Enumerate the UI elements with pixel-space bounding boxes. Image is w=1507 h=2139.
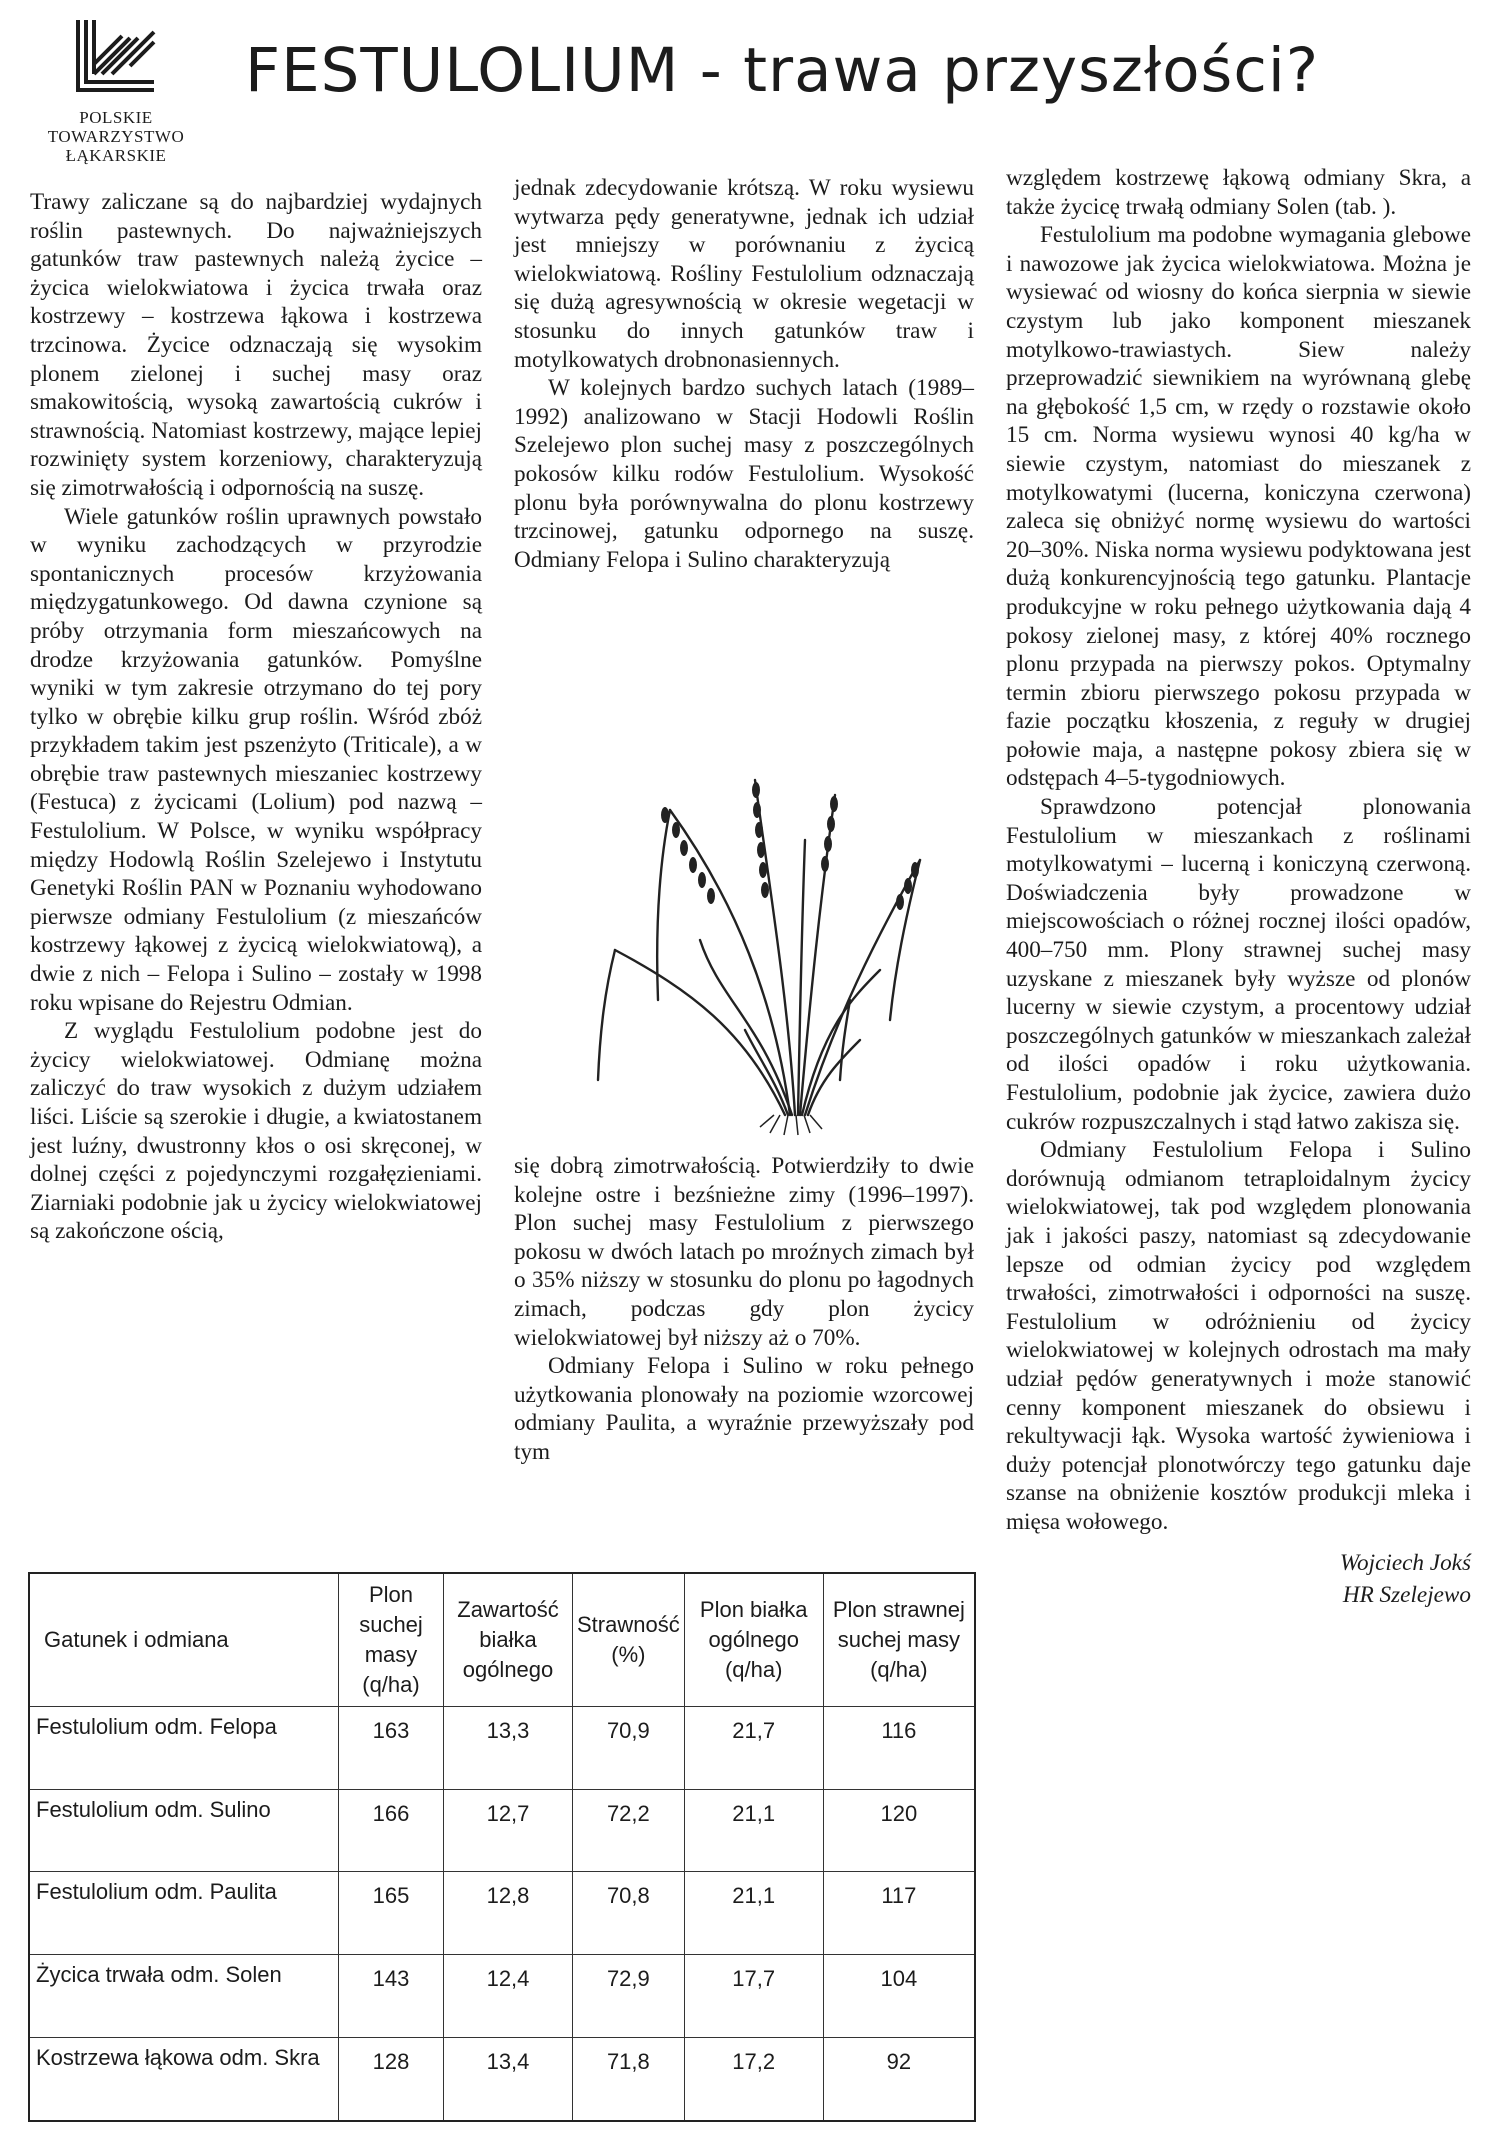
table-cell: 70,8 bbox=[573, 1872, 685, 1955]
table-cell: 120 bbox=[823, 1789, 975, 1872]
paragraph: względem kostrzewę łąkową odmiany Skra, a także życicę trwałą odmiany Solen (tab. ). bbox=[1006, 165, 1471, 220]
table-cell: 70,9 bbox=[573, 1707, 685, 1790]
ptl-leaf-logo-icon bbox=[70, 16, 162, 104]
table-cell: 166 bbox=[339, 1789, 444, 1872]
table-cell: 116 bbox=[823, 1707, 975, 1790]
table-cell: 163 bbox=[339, 1707, 444, 1790]
column-2-top bbox=[514, 174, 974, 574]
paragraph: Odmiany Festulolium Felopa i Sulino dorównują odmianom tetraploidalnym życicy wielokwiatowej, tak pod względem plonowania jak i jakości paszy, natomiast są zdecydowanie lepsze od odmian życicy pod względem trwałości, zimotrwałości i odporności na suszę. Festulolium w odróżnieniu od życicy wielokwiatowej w kolejnych odrostach ma mały udział pędów generatywnych i może stanowić cenny komponent mieszanek do obsiewu i rekultywacji łąk. Wysoka wartość żywieniowa i duży potencjał plonotwórczy tego gatunku daje szanse na obniżenie kosztów produkcji mleka i mięsa wołowego. bbox=[1006, 1137, 1471, 1535]
column-header: Plon strawnej suchej masy (q/ha) bbox=[823, 1573, 975, 1707]
table-cell: Festulolium odm. Felopa bbox=[29, 1707, 339, 1790]
table-row bbox=[29, 1955, 975, 2038]
table-cell: 71,8 bbox=[573, 2037, 685, 2121]
grass-plant-illustration bbox=[560, 700, 960, 1140]
paragraph: Odmiany Felopa i Sulino w roku pełnego użytkowania plonowały na poziomie wzorcowej odmiany Paulita, a wyraźnie przewyższały pod tym bbox=[514, 1353, 974, 1465]
logo bbox=[36, 16, 196, 165]
table-cell: 165 bbox=[339, 1872, 444, 1955]
paragraph: Festulolium ma podobne wymagania glebowe i nawozowe jak życica wielokwiatowa. Można je wysiewać od wiosny do końca sierpnia w siewie czystym lub jako komponent mieszanek motylkowo-trawiastych. Siew należy przeprowadzić siewnikiem na wyrównaną glebę na głębokość 1,5 cm, w rzędy o rozstawie około 15 cm. Norma wysiewu wynosi 40 kg/ha w siewie czystym, natomiast do mieszanek z motylkowatymi (lucerna, koniczyna czerwona) zaleca się obniżyć normę wysiewu do wartości 20–30%. Niska norma wysiewu podyktowana jest dużą konkurencyjnością tego gatunku. Plantacje produkcyjne w roku pełnego użytkowania dają 4 pokosy zielonej masy, z której 40% rocznego plonu przypada na pierwszy pokos. Optymalny termin zbioru pierwszego pokosu przypada w fazie początku kłoszenia, z reguły w drugiej połowie maja, a następne pokosy zbiera się w odstępach 4–5-tygodniowych. bbox=[1006, 222, 1471, 792]
column-header: Plon suchej masy (q/ha) bbox=[339, 1573, 444, 1707]
table-cell: 143 bbox=[339, 1955, 444, 2038]
table-cell: 12,8 bbox=[444, 1872, 573, 1955]
grass-plant-drawing-icon bbox=[560, 700, 960, 1140]
table-cell: 12,7 bbox=[444, 1789, 573, 1872]
paragraph: Trawy zaliczane są do najbardziej wydajnych roślin pastewnych. Do najważniejszych gatunków traw pastewnych należą życice – życica wielokwiatowa i życica trwała oraz kostrzewy – kostrzewa łąkowa i kostrzewa trzcinowa. Życice odznaczają się wysokim plonem zielonej i suchej masy oraz smakowitością, wysoką zawartością cukrów i strawnością. Natomiast kostrzewy, mające lepiej rozwinięty system korzeniowy, charakteryzują się zimotrwałością i odpornością na suszę. bbox=[30, 189, 482, 501]
table-header-row bbox=[29, 1573, 975, 1707]
column-2-bottom bbox=[514, 1152, 974, 1467]
column-header: Zawartość białka ogólnego bbox=[444, 1573, 573, 1707]
paragraph: się dobrą zimotrwałością. Potwierdziły to dwie kolejne ostre i bezśnieżne zimy (1996–1997). Plon suchej masy Festulolium z pierwszego pokosu w dwóch latach po mroźnych zimach był o 35% niższy w stosunku do plonu po łagodnych zimach, podczas gdy plon życicy wielokwiatowej był niższy aż o 70%. bbox=[514, 1153, 974, 1351]
org-name bbox=[36, 108, 196, 165]
table-row bbox=[29, 2037, 975, 2121]
table-cell: Festulolium odm. Sulino bbox=[29, 1789, 339, 1872]
yield-table bbox=[28, 1572, 976, 2122]
table-row bbox=[29, 1789, 975, 1872]
table-cell: 128 bbox=[339, 2037, 444, 2121]
table-cell: 13,3 bbox=[444, 1707, 573, 1790]
table-cell: Życica trwała odm. Solen bbox=[29, 1955, 339, 2038]
table-cell: 17,7 bbox=[684, 1955, 823, 2038]
column-header: Gatunek i odmiana bbox=[29, 1573, 339, 1707]
table-cell: 21,1 bbox=[684, 1872, 823, 1955]
org-line-3: ŁĄKARSKIE bbox=[65, 146, 167, 165]
author-name: Wojciech Jokś bbox=[1339, 1549, 1471, 1576]
paragraph: Wiele gatunków roślin uprawnych powstało w wyniku zachodzących w przyrodzie spontanicznych procesów krzyżowania międzygatunkowego. Od dawna czynione są próby otrzymania form mieszańcowych na drodze krzyżowania gatunków. Pomyślne wyniki w tym zakresie otrzymano do tej pory tylko w obrębie kilku grup roślin. Wśród zbóż przykładem takim jest pszenżyto (Triticale), a w obrębie traw pastewnych mieszaniec kostrzewy (Festuca) z życicami (Lolium) pod nazwą – Festulolium. W Polsce, w wyniku współpracy między Hodowlą Roślin Szelejewo i Instytutu Genetyki Roślin PAN w Poznaniu wyhodowano pierwsze odmiany Festulolium (z mieszańców kostrzewy łąkowej z życicą wielokwiatową), a dwie z nich – Felopa i Sulino – zostały w 1998 roku wpisane do Rejestru Odmian. bbox=[30, 503, 482, 1016]
author-affiliation: HR Szelejewo bbox=[1342, 1581, 1471, 1608]
table-row bbox=[29, 1872, 975, 1955]
table-cell: 21,7 bbox=[684, 1707, 823, 1790]
table-cell: 12,4 bbox=[444, 1955, 573, 2038]
column-1 bbox=[30, 188, 482, 1246]
table-row bbox=[29, 1707, 975, 1790]
table-cell: 104 bbox=[823, 1955, 975, 2038]
column-header: Plon białka ogólnego (q/ha) bbox=[684, 1573, 823, 1707]
table-cell: 13,4 bbox=[444, 2037, 573, 2121]
article-title: FESTULOLIUM - trawa przyszłości? bbox=[245, 35, 1320, 106]
table-cell: 72,2 bbox=[573, 1789, 685, 1872]
signature bbox=[1006, 1547, 1471, 1611]
org-line-1: POLSKIE bbox=[79, 108, 153, 127]
table-cell: Kostrzewa łąkowa odm. Skra bbox=[29, 2037, 339, 2121]
paragraph: jednak zdecydowanie krótszą. W roku wysiewu wytwarza pędy generatywne, jednak ich udział jest mniejszy w porównaniu z życicą wielokwiatową. Rośliny Festulolium odznaczają się dużą agresywnością w okresie wegetacji w stosunku do innych gatunków traw i motylkowatych drobnonasiennych. bbox=[514, 175, 974, 373]
table-cell: 72,9 bbox=[573, 1955, 685, 2038]
table-cell: 17,2 bbox=[684, 2037, 823, 2121]
table-cell: 92 bbox=[823, 2037, 975, 2121]
paragraph: Z wyglądu Festulolium podobne jest do życicy wielokwiatowej. Odmianę można zaliczyć do traw wysokich z dużym udziałem liści. Liście są szerokie i długie, a kwiatostanem jest luźny, dwustronny kłos o osi skręconej, w dolnej części z pojedynczymi rozgałęzieniami. Ziarniaki podobnie jak u życicy wielokwiatowej są zakończone ością, bbox=[30, 1018, 482, 1245]
column-3 bbox=[1006, 164, 1471, 1611]
org-line-2: TOWARZYSTWO bbox=[47, 127, 185, 146]
table-cell: 117 bbox=[823, 1872, 975, 1955]
column-header: Strawność (%) bbox=[573, 1573, 685, 1707]
paragraph: Sprawdzono potencjał plonowania Festulolium w mieszankach z roślinami motylkowatymi – lucerną i koniczyną czerwoną. Doświadczenia były prowadzone w miejscowościach o różnej rocznej ilości opadów, 400–750 mm. Plony strawnej suchej masy uzyskane z mieszanek były wyższe od plonów lucerny w siewie czystym, a procentowy udział poszczególnych gatunków w mieszankach zależał od ilości opadów i roku użytkowania. Festulolium, podobnie jak życice, zawiera dużo cukrów rozpuszczalnych i stąd łatwo zakisza się. bbox=[1006, 794, 1471, 1135]
table-cell: Festulolium odm. Paulita bbox=[29, 1872, 339, 1955]
table-cell: 21,1 bbox=[684, 1789, 823, 1872]
paragraph: W kolejnych bardzo suchych latach (1989–1992) analizowano w Stacji Hodowli Roślin Szelejewo plon suchej masy z poszczególnych pokosów kilku rodów Festulolium. Wysokość plonu była porównywalna do plonu kostrzewy trzcinowej, gatunku odpornego na suszę. Odmiany Felopa i Sulino charakteryzują bbox=[514, 375, 974, 573]
